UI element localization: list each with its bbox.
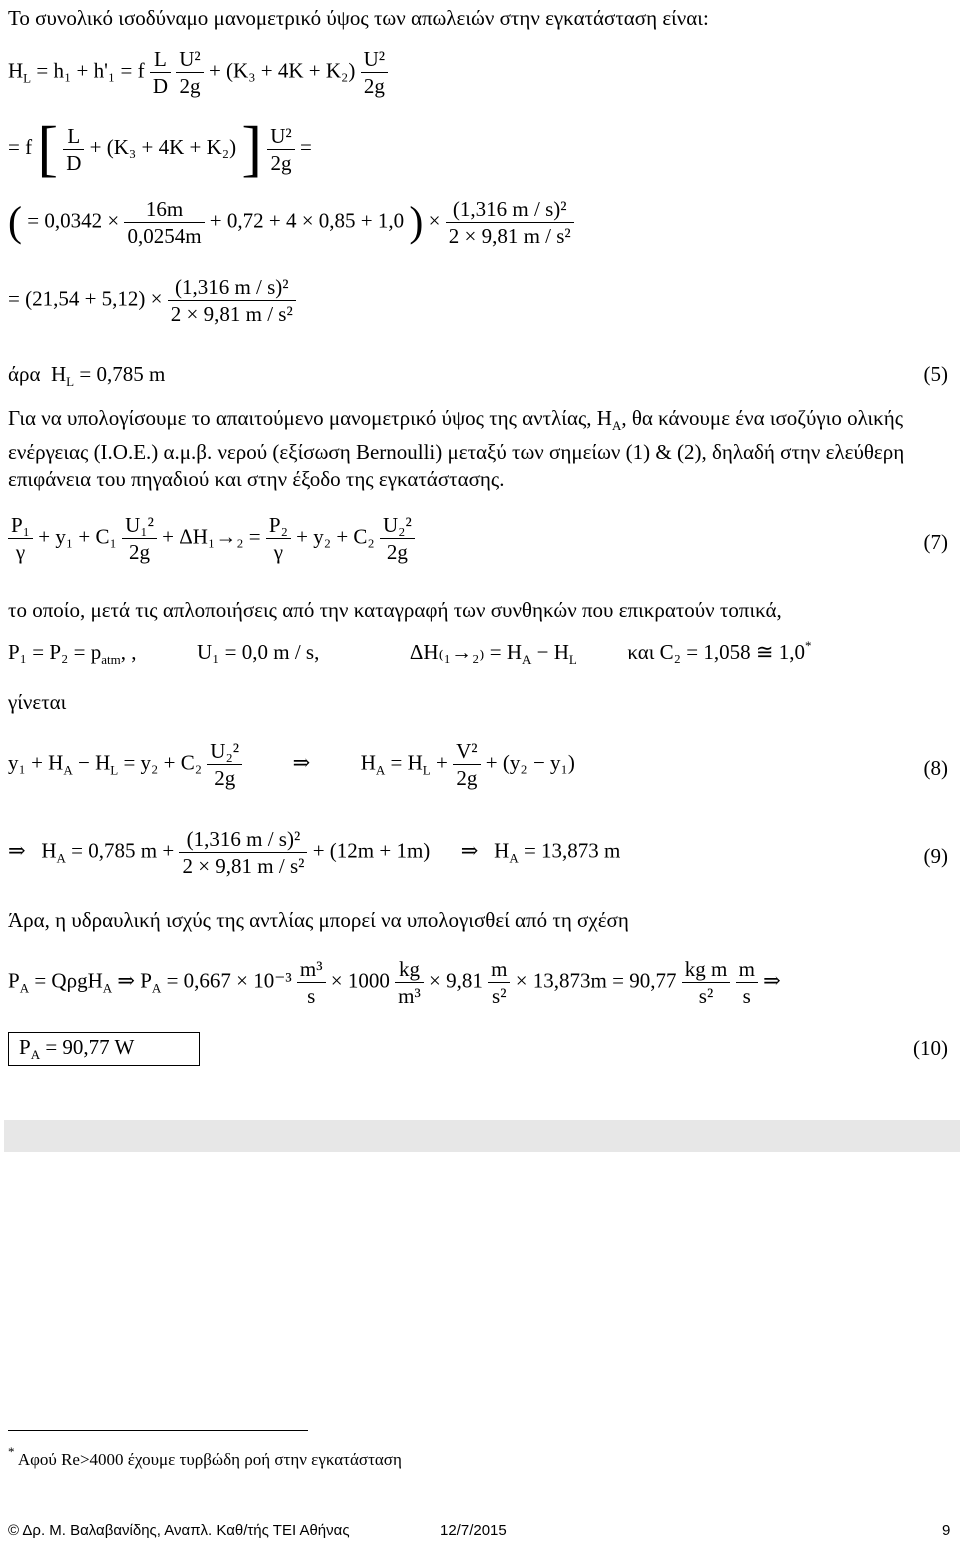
equation-power: $P_A = Q\rho gH_A$ ⇒ $P_A = 0,667 \times 10^{-3}$ $\frac{\text{m³}}{s}$ × 1000 $\frac{kg}{\text{m³}}$ × 9,81 $\frac{m}{\text{s²}}$ × 13,873m = 90,77 $\frac{\text{kg m}}{\text{s²}}$ $\frac{m}{s}$ ⇒	[8, 957, 781, 1008]
fraction-u2-over-2g-2: $\frac{\text{U²}}{2g}$	[267, 123, 294, 176]
fraction-l-over-d: $\frac{L}{D}$	[150, 46, 171, 99]
equation-9: ⇒ $H_A = 0,785$ m + $\frac{\text{(1,316 m / s)²}}{\text{2 × 9,81 m / s²}}$ + (12m + 1m) ⇒ $H_A = 13,873$ m (9)	[8, 827, 948, 878]
intro-text: Το συνολικό ισοδύναμο μανομετρικό ύψος των απωλειών στην εγκατάσταση είναι:	[8, 6, 709, 30]
fraction-velocity-head-2: $\frac{\text{(1,316 m / s)²}}{\text{2 × 9,81 m / s²}}$	[168, 274, 296, 327]
equation-number-9: (9)	[923, 844, 948, 868]
symbol-h: H	[8, 58, 24, 83]
equation-hl-line1: $H_L = h_1 + h'_1 = f$ $\frac{L}{D}$ $\frac{\text{U²}}{2g}$ + (K₃ + 4K + K₂) $\frac{\text{U²}}{2g}$	[8, 46, 388, 99]
paragraph-bernoulli-intro: Για να υπολογίσουμε το απαιτούμενο μανομετρικό ύψος της αντλίας, $H_A$, θα κάνουμε ένα ισοζύγιο ολικής ενέργειας (Ι.Ο.Ε.) α.μ.β. νερού (εξίσωση Bernoulli) μεταξύ των σημείων (1) & (2), δηλαδή στην ελεύθερη επιφάνεια του πηγαδιού και στην έξοδο της εγκατάστασης.	[8, 406, 905, 491]
equation-number-7: (7)	[923, 530, 948, 554]
footer-author: © Δρ. Μ. Βαλαβανίδης, Αναπλ. Καθ/τής ΤΕΙ Αθήνας	[8, 1522, 350, 1539]
conditions-line: $P_1 = P_2 = p_{atm}$, , U₁ = 0,0 m / s, $\Delta H_{(1}\to_{2)} = H_A - H_L$ και C₂ = 1,058 ≅ 1,0*	[8, 638, 812, 667]
result-power-box: $P_A = 90,77$ W (10)	[8, 1032, 954, 1066]
fraction-length-over-diameter: $\frac{16m}{0,0254m}$	[124, 196, 204, 249]
equation-number-8: (8)	[923, 756, 948, 780]
ginetai-text: γίνεται	[8, 690, 67, 714]
fraction-u2-over-2g-b: $\frac{\text{U²}}{2g}$	[361, 46, 388, 99]
implies-arrow: ⇒	[292, 750, 311, 775]
equation-bernoulli: $\frac{\text{P₁}}{\gamma}$ + y₁ + C₁ $\frac{\text{U₁²}}{2g}$ + ΔH₁→₂ = $\frac{\text{P₂}}{\gamma}$ + y₂ + C₂ $\frac{\text{U₂²}}{2g}$ (7)	[8, 512, 954, 565]
implies-arrow: ⇒	[8, 838, 26, 863]
footnote-divider	[8, 1430, 308, 1431]
equation-hl-result: άρα $H_L = 0,785$ m (5)	[8, 362, 948, 389]
equation-8: $y_1 + H_A - H_L = y_2 + C_2$ $\frac{\text{U₂²}}{2g}$ ⇒ $H_A = H_L$ + $\frac{\text{V²}}{2g}$ + (y₂ − y₁) (8)	[8, 739, 948, 790]
footer-page-number: 9	[942, 1522, 951, 1539]
fraction-l-over-d-2: $\frac{L}{D}$	[63, 123, 84, 176]
separator-bar	[4, 1120, 960, 1152]
footer-date: 12/7/2015	[440, 1522, 507, 1539]
equation-number-10: (10)	[913, 1036, 948, 1060]
implies-arrow: ⇒	[460, 838, 479, 863]
equation-hl-line3: ( = 0,0342 × $\frac{16m}{0,0254m}$ + 0,72 + 4 × 0,85 + 1,0 ) × $\frac{\text{(1,316 m / s)²}}{\text{2 × 9,81 m / s²}}$	[8, 196, 574, 249]
equation-hl-line2: = f [ $\frac{L}{D}$ + (K₃ + 4K + K₂) ] $\frac{\text{U²}}{2g}$ =	[8, 115, 312, 183]
fraction-velocity-head: $\frac{\text{(1,316 m / s)²}}{\text{2 × 9,81 m / s²}}$	[446, 196, 574, 249]
paragraph-power: Άρα, η υδραυλική ισχύς της αντλίας μπορεί να υπολογισθεί από τη σχέση	[8, 908, 629, 932]
footnote: * Αφού Re>4000 έχουμε τυρβώδη ροή στην εγκατάσταση	[8, 1444, 402, 1469]
fraction-u2-over-2g: $\frac{\text{U²}}{2g}$	[176, 46, 203, 99]
equation-number-5: (5)	[923, 362, 948, 386]
equation-hl-line4: = (21,54 + 5,12) × $\frac{\text{(1,316 m / s)²}}{\text{2 × 9,81 m / s²}}$	[8, 274, 296, 327]
paragraph-simplifications: το οποίο, μετά τις απλοποιήσεις από την καταγραφή των συνθηκών που επικρατούν τοπικά,	[8, 598, 782, 622]
